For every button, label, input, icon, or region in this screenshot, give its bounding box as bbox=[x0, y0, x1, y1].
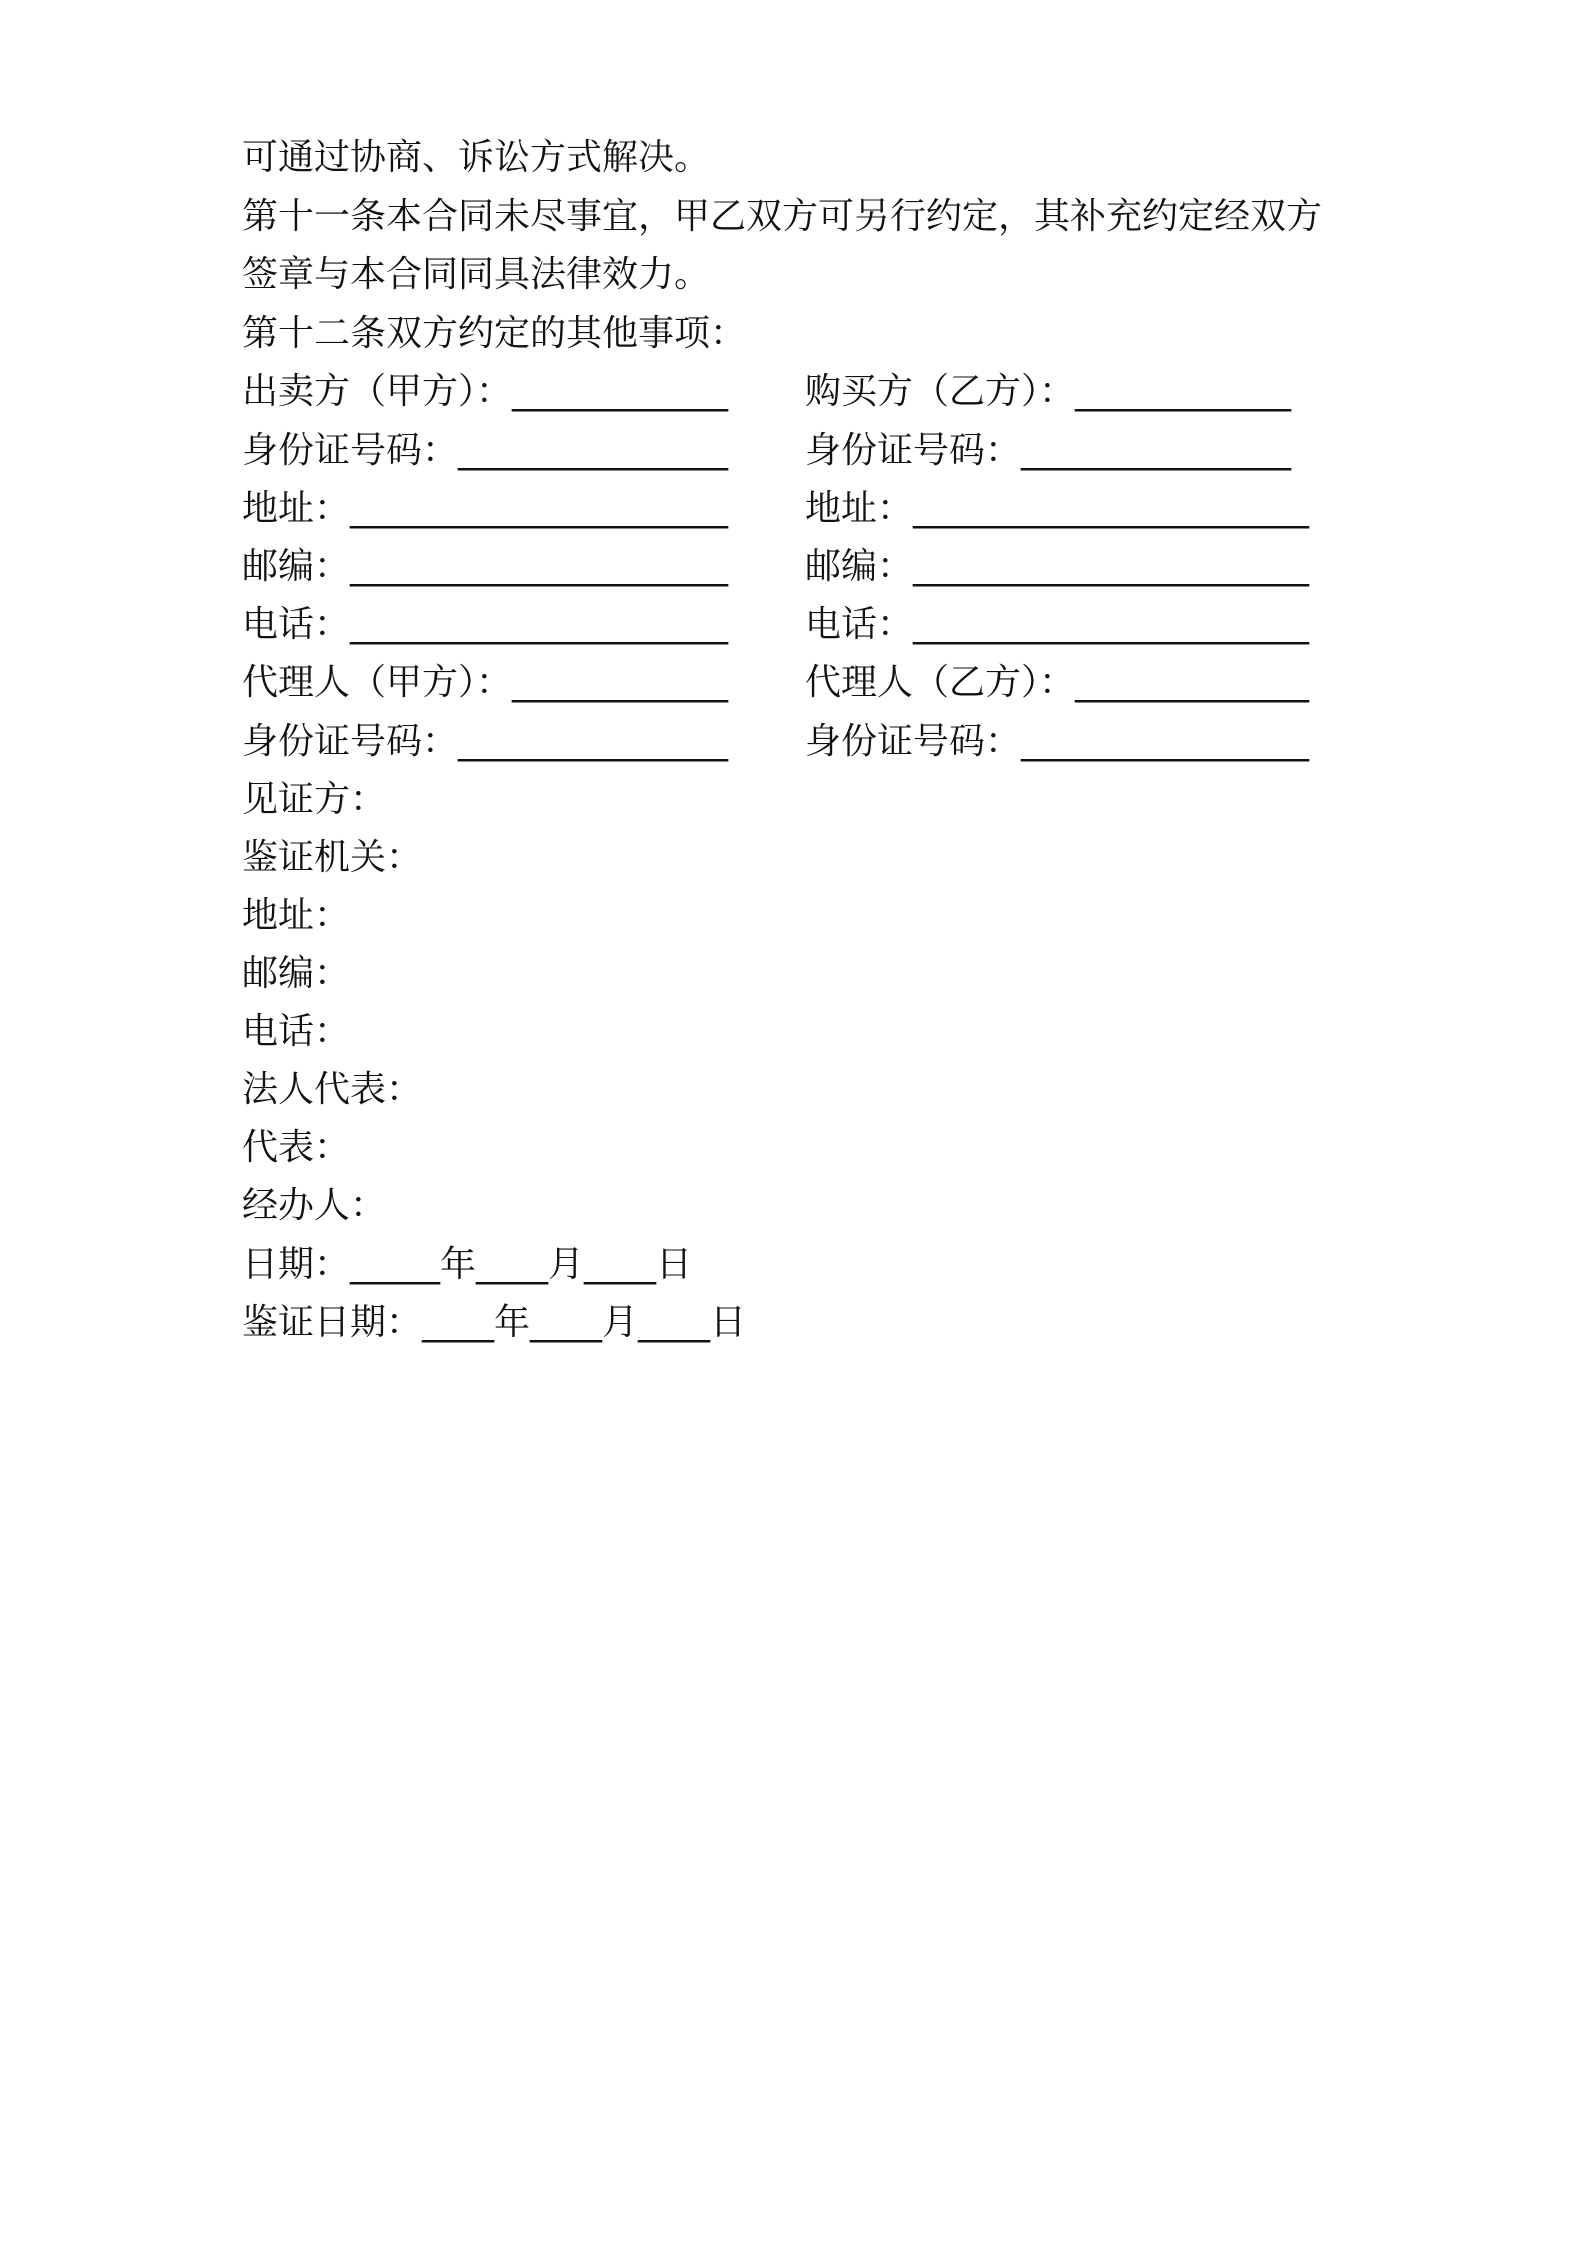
buyer-agent-id-field: 身份证号码：________________ bbox=[805, 721, 1310, 762]
phone-row bbox=[242, 601, 1310, 649]
seller-phone-field: 电话：_____________________ bbox=[242, 604, 729, 645]
seller-postcode-field: 邮编：_____________________ bbox=[242, 546, 729, 587]
clause-10-tail: 可通过协商、诉讼方式解决。 bbox=[242, 137, 711, 178]
address-row bbox=[242, 485, 1310, 533]
buyer-id-field: 身份证号码：_______________ bbox=[805, 430, 1292, 471]
witness-party-label: 见证方： bbox=[242, 779, 387, 820]
clause-12-heading: 第十二条双方约定的其他事项： bbox=[242, 313, 747, 354]
postcode-row bbox=[242, 543, 1310, 591]
representative-label: 代表： bbox=[242, 1127, 351, 1168]
buyer-postcode-field: 邮编：______________________ bbox=[805, 546, 1310, 587]
seller-agent-field: 代理人（甲方）：____________ bbox=[242, 662, 729, 703]
legal-rep-label: 法人代表： bbox=[242, 1069, 423, 1110]
agent-row bbox=[242, 659, 1310, 707]
clause-11-line-1: 第十一条本合同未尽事宜，甲乙双方可另行约定，其补充约定经双方 bbox=[242, 196, 1323, 237]
clause-11-line-2: 签章与本合同同具法律效力。 bbox=[242, 254, 711, 295]
authority-postcode-label: 邮编： bbox=[242, 953, 351, 994]
authentication-date-field: 鉴证日期：____年____月____日 bbox=[242, 1302, 747, 1343]
authority-label: 鉴证机关： bbox=[242, 837, 423, 878]
id-number-row bbox=[242, 427, 1292, 475]
buyer-phone-field: 电话：______________________ bbox=[805, 604, 1310, 645]
date-field: 日期：_____年____月____日 bbox=[242, 1244, 693, 1285]
seller-row bbox=[242, 368, 1292, 416]
buyer-agent-field: 代理人（乙方）：_____________ bbox=[805, 662, 1310, 703]
authority-address-label: 地址： bbox=[242, 895, 351, 936]
buyer-address-field: 地址：______________________ bbox=[805, 488, 1310, 529]
agent-id-row bbox=[242, 718, 1310, 766]
seller-id-field: 身份证号码：_______________ bbox=[242, 430, 729, 471]
seller-field: 出卖方（甲方）：____________ bbox=[242, 371, 729, 412]
seller-address-field: 地址：_____________________ bbox=[242, 488, 729, 529]
handler-label: 经办人： bbox=[242, 1185, 387, 1226]
seller-agent-id-field: 身份证号码：_______________ bbox=[242, 721, 729, 762]
buyer-field: 购买方（乙方）：____________ bbox=[805, 371, 1292, 412]
authority-phone-label: 电话： bbox=[242, 1011, 351, 1052]
